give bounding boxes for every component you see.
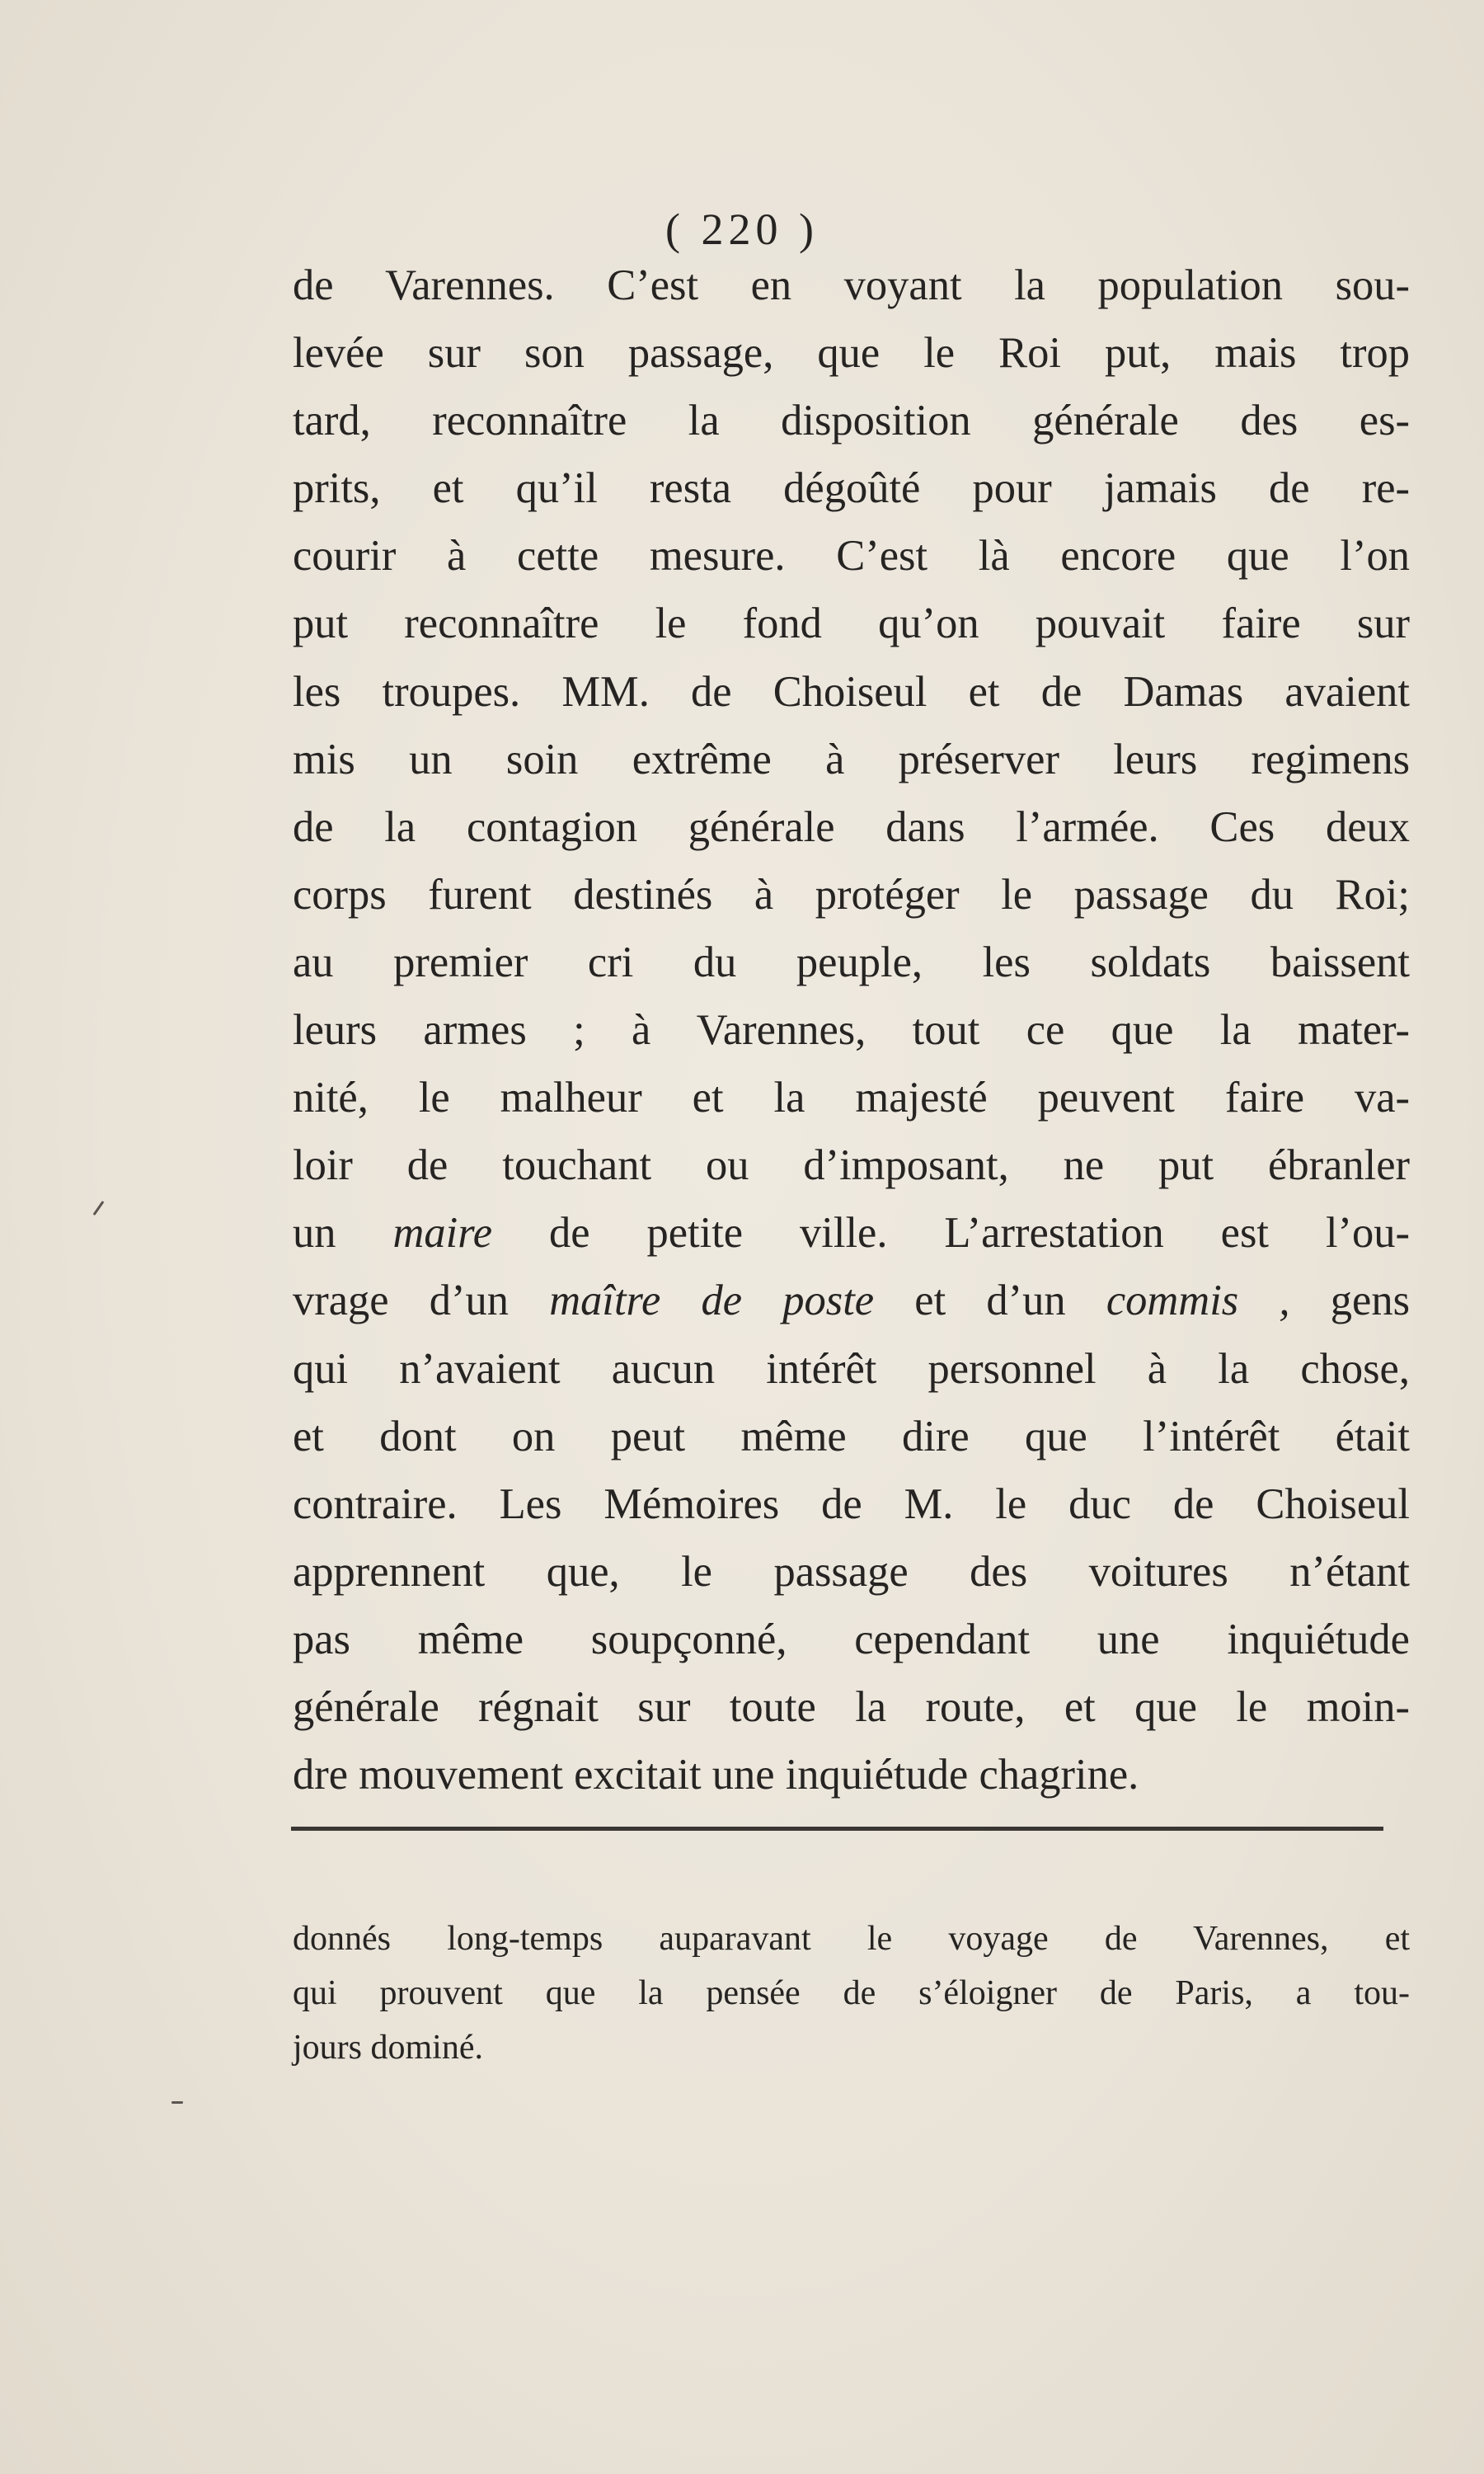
italic-word: commis , xyxy=(1106,1277,1290,1325)
text-line: prits, et qu’il resta dégoûté pour jamais de re- xyxy=(293,464,1410,513)
footnote-divider xyxy=(291,1827,1383,1831)
text-line: put reconnaître le fond qu’on pouvait faire sur xyxy=(293,600,1410,648)
italic-word: maire xyxy=(392,1209,493,1258)
text-line: de la contagion générale dans l’armée. Ces deux xyxy=(293,802,1410,851)
text-line: tard, reconnaître la disposition générale des es- xyxy=(293,397,1410,445)
text-line: au premier cri du peuple, les soldats baissent xyxy=(293,938,1410,986)
text-line: levée sur son passage, que le Roi put, mais trop xyxy=(293,329,1410,378)
footnote-line: jours dominé. xyxy=(293,2029,483,2067)
text-line: loir de touchant ou d’imposant, ne put ébranler xyxy=(293,1141,1410,1190)
text-line: leurs armes ; à Varennes, tout ce que la mater- xyxy=(293,1006,1410,1055)
text-line: apprennent que, le passage des voitures n’étant xyxy=(293,1547,1410,1596)
text-line: pas même soupçonné, cependant une inquiétude xyxy=(293,1615,1410,1663)
text-segment: et d’un xyxy=(874,1277,1106,1325)
text-line: dre mouvement excitait une inquiétude chagrine. xyxy=(293,1751,1139,1799)
paper-speck xyxy=(171,2101,183,2104)
main-text xyxy=(293,252,1410,1808)
text-line: corps furent destinés à protéger le passage du Roi; xyxy=(293,870,1410,919)
text-line: nité, le malheur et la majesté peuvent faire va- xyxy=(293,1074,1410,1122)
text-line: qui n’avaient aucun intérêt personnel à la chose, xyxy=(293,1344,1410,1393)
footnote xyxy=(293,1912,1410,2075)
footnote-line: donnés long-temps auparavant le voyage de Varennes, et xyxy=(293,1920,1410,1958)
text-line: les troupes. MM. de Choiseul et de Damas avaient xyxy=(293,667,1410,716)
italic-word: maître de poste xyxy=(549,1277,875,1325)
text-line: contraire. Les Mémoires de M. le duc de Choiseul xyxy=(293,1479,1410,1528)
paper-speck xyxy=(93,1201,105,1216)
text-segment: un xyxy=(293,1209,393,1258)
text-line: générale régnait sur toute la route, et que le moin- xyxy=(293,1682,1410,1731)
text-line xyxy=(293,1199,1410,1267)
text-segment: gens xyxy=(1289,1277,1410,1325)
footnote-line: qui prouvent que la pensée de s’éloigner de Paris, a tou- xyxy=(293,1974,1410,2012)
text-line: courir à cette mesure. C’est là encore que l’on xyxy=(293,532,1410,581)
text-line xyxy=(293,1267,1410,1334)
page-number: ( 220 ) xyxy=(665,205,819,254)
text-line: de Varennes. C’est en voyant la population sou- xyxy=(293,261,1410,309)
text-line: et dont on peut même dire que l’intérêt était xyxy=(293,1412,1410,1460)
text-segment: de petite ville. L’arrestation est l’ou- xyxy=(492,1209,1411,1258)
text-segment: vrage d’un xyxy=(293,1277,550,1325)
text-line: mis un soin extrême à préserver leurs regimens xyxy=(293,735,1410,783)
